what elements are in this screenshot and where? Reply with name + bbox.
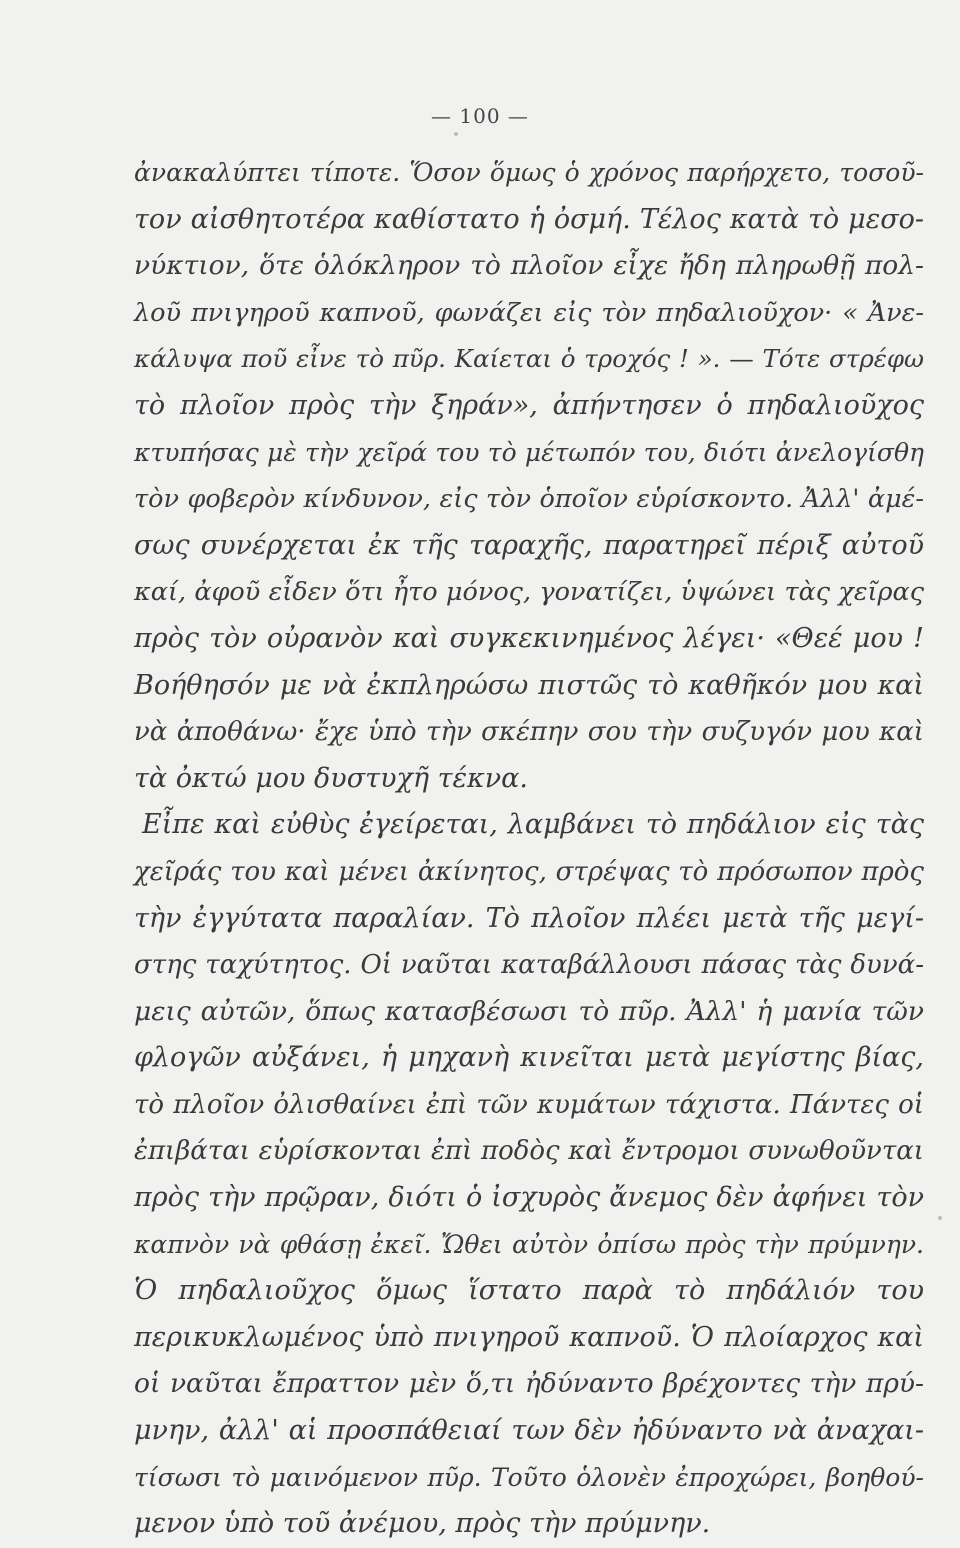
- text-line: Βοήθησόν με νὰ ἐκπληρώσω πιστῶς τὸ καθῆκόν μου καὶ: [134, 669, 924, 701]
- text-line: Εἶπε καὶ εὐθὺς ἐγείρεται, λαμβάνει τὸ πηδάλιον εἰς τὰς: [142, 809, 924, 841]
- text-line: τὸν φοβερὸν κίνδυνον, εἰς τὸν ὁποῖον εὑρίσκοντο. Ἀλλ' ἀμέ-: [134, 484, 924, 515]
- text-line: λοῦ πνιγηροῦ καπνοῦ, φωνάζει εἰς τὸν πηδαλιοῦχον· « Ἀνε-: [134, 297, 924, 328]
- text-line: καί, ἀφοῦ εἶδεν ὅτι ἦτο μόνος, γονατίζει, ὑψώνει τὰς χεῖρας: [134, 577, 924, 608]
- page-number: — 100 —: [431, 104, 529, 128]
- text-line: τον αἰσθητοτέρα καθίστατο ἡ ὀσμή. Τέλος κατὰ τὸ μεσο-: [134, 203, 924, 235]
- text-line: τὰ ὀκτώ μου δυστυχῆ τέκνα.: [134, 762, 528, 794]
- text-line: νὰ ἀποθάνω· ἔχε ὑπὸ τὴν σκέπην σου τὴν συζυγόν μου καὶ: [134, 717, 924, 748]
- text-line: κτυπήσας μὲ τὴν χεῖρά του τὸ μέτωπόν του, διότι ἀνελογίσθη: [134, 437, 924, 467]
- text-line: κάλυψα ποῦ εἶνε τὸ πῦρ. Καίεται ὁ τροχός ! ». — Τότε στρέφω: [134, 344, 924, 374]
- text-line: τίσωσι τὸ μαινόμενον πῦρ. Τοῦτο ὁλονὲν ἐπροχώρει, βοηθού-: [134, 1462, 924, 1492]
- text-line: τὴν ἐγγύτατα παραλίαν. Τὸ πλοῖον πλέει μετὰ τῆς μεγί-: [134, 902, 924, 934]
- text-line: περικυκλωμένος ὑπὸ πνιγηροῦ καπνοῦ. Ὁ πλοίαρχος καὶ: [134, 1321, 924, 1353]
- text-line: χεῖράς του καὶ μένει ἀκίνητος, στρέψας τὸ πρόσωπον πρὸς: [134, 856, 924, 887]
- text-line: στης ταχύτητος. Οἱ ναῦται καταβάλλουσι πάσας τὰς δυνά-: [134, 950, 924, 981]
- paper-speck: [454, 132, 458, 136]
- text-line: καπνὸν νὰ φθάσῃ ἐκεῖ. Ὤθει αὐτὸν ὀπίσω πρὸς τὴν πρύμνην.: [134, 1229, 924, 1259]
- text-line: οἱ ναῦται ἔπραττον μὲν ὅ,τι ἠδύναντο βρέχοντες τὴν πρύ-: [134, 1368, 924, 1400]
- text-line: μνην, ἀλλ' αἱ προσπάθειαί των δὲν ἠδύναντο νὰ ἀναχαι-: [134, 1415, 924, 1447]
- body-text: [134, 150, 924, 1548]
- text-line: φλογῶν αὐξάνει, ἡ μηχανὴ κινεῖται μετὰ μεγίστης βίας,: [134, 1042, 924, 1074]
- text-line: πρὸς τὸν οὐρανὸν καὶ συγκεκινημένος λέγει· «Θεέ μου !: [134, 622, 924, 654]
- text-line: μεις αὐτῶν, ὅπως κατασβέσωσι τὸ πῦρ. Ἀλλ' ἡ μανία τῶν: [134, 995, 924, 1027]
- text-line: νύκτιον, ὅτε ὁλόκληρον τὸ πλοῖον εἶχε ἤδη πληρωθῇ πολ-: [134, 250, 924, 282]
- text-line: ἐπιβάται εὑρίσκονται ἐπὶ ποδὸς καὶ ἔντρομοι συνωθοῦνται: [134, 1136, 924, 1167]
- text-line: πρὸς τὴν πρῷραν, διότι ὁ ἰσχυρὸς ἄνεμος δὲν ἀφήνει τὸν: [134, 1182, 924, 1214]
- paper-speck: [938, 1216, 942, 1220]
- text-line: τὸ πλοῖον ὀλισθαίνει ἐπὶ τῶν κυμάτων τάχιστα. Πάντες οἱ: [134, 1089, 924, 1120]
- text-line: τὸ πλοῖον πρὸς τὴν ξηράν», ἀπήντησεν ὁ πηδαλιοῦχος: [134, 389, 924, 421]
- text-line: ἀνακαλύπτει τίποτε. Ὅσον ὅμως ὁ χρόνος παρήρχετο, τοσοῦ-: [134, 158, 924, 187]
- text-line: σως συνέρχεται ἐκ τῆς ταραχῆς, παρατηρεῖ πέριξ αὐτοῦ: [134, 529, 924, 561]
- text-line: μενον ὑπὸ τοῦ ἀνέμου, πρὸς τὴν πρύμνην.: [134, 1508, 711, 1540]
- text-line: Ὁ πηδαλιοῦχος ὅμως ἵστατο παρὰ τὸ πηδάλιόν του: [134, 1275, 924, 1307]
